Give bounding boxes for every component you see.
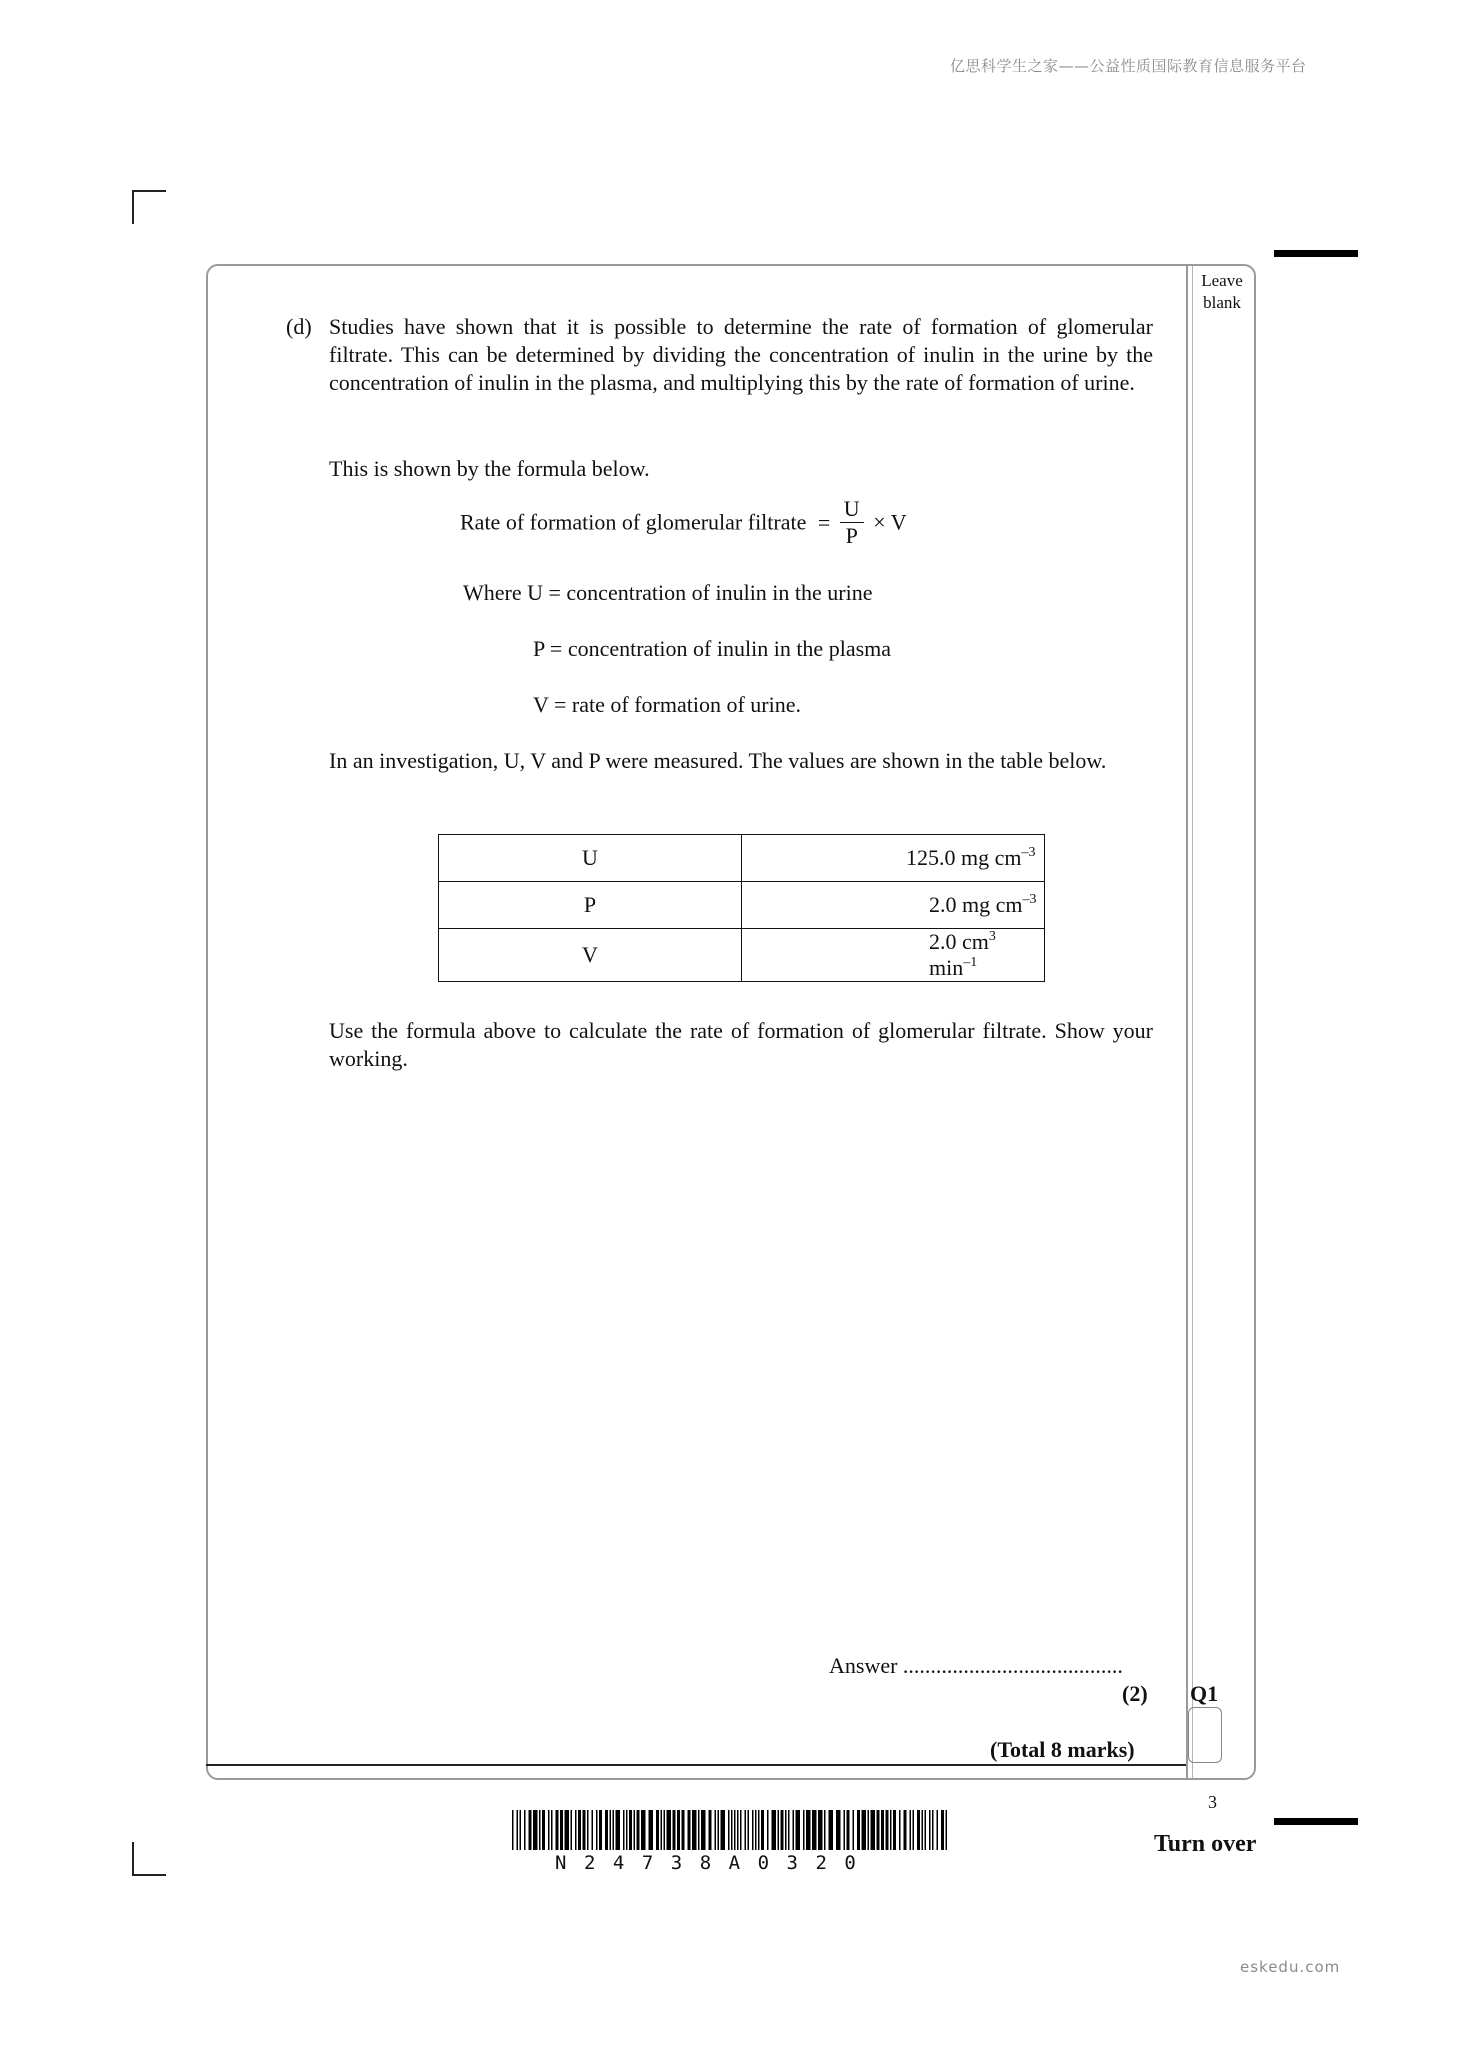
barcode-bar [761, 1810, 764, 1850]
barcode-bar [862, 1810, 867, 1850]
value-exponent: 3 [988, 929, 996, 944]
barcode-bar [529, 1810, 532, 1850]
barcode-bar [599, 1810, 602, 1850]
formula [460, 496, 907, 549]
barcode-bar [637, 1810, 640, 1850]
barcode-bar [847, 1810, 850, 1850]
investigation-text: In an investigation, U, V and P were measured. The values are shown in the table below. [329, 748, 1107, 773]
turn-over-label: Turn over [1154, 1831, 1257, 1857]
values-table [438, 834, 1045, 982]
barcode-bar [836, 1810, 841, 1850]
value-exponent-unit: –1 [963, 955, 978, 970]
barcode-bar [664, 1810, 666, 1850]
barcode-bar [904, 1810, 907, 1850]
barcode-bar [677, 1810, 680, 1850]
barcode-bar [731, 1810, 733, 1850]
barcode-bar [575, 1810, 577, 1850]
barcode-bar [524, 1810, 526, 1850]
barcode-bar [829, 1810, 834, 1850]
formula-fraction [840, 496, 864, 549]
edge-bar-top [1274, 250, 1358, 257]
barcode-bar [634, 1810, 636, 1850]
barcode-bar [701, 1810, 706, 1850]
barcode-graphic [512, 1810, 950, 1850]
barcode-bar [661, 1810, 663, 1850]
barcode-bar [512, 1810, 514, 1850]
barcode-bar [613, 1810, 615, 1850]
table-cell-value [742, 929, 1045, 982]
barcode-bar [520, 1810, 522, 1850]
barcode-bar [571, 1810, 573, 1850]
barcode-bar [853, 1810, 855, 1850]
barcode-bar [688, 1810, 691, 1850]
crop-mark-bottom-v [132, 1842, 134, 1876]
barcode-bar [946, 1810, 948, 1850]
marks-label: (2) [1122, 1681, 1148, 1706]
barcode-bar [715, 1810, 717, 1850]
barcode-bar [877, 1810, 880, 1850]
barcode-bar [542, 1810, 545, 1850]
barcode-bar [539, 1810, 541, 1850]
barcode-bar [767, 1810, 769, 1850]
table-cell-symbol: U [439, 835, 742, 882]
barcode-bar [667, 1810, 672, 1850]
answer-line[interactable]: Answer ........................................ [829, 1653, 1123, 1678]
table-cell-value [742, 882, 1045, 929]
crop-mark-top-v [132, 190, 134, 224]
table-cell-symbol: V [439, 929, 742, 982]
barcode-bar [778, 1810, 780, 1850]
barcode-bar [788, 1810, 790, 1850]
barcode-bar [616, 1810, 621, 1850]
value-text-unit: min [929, 955, 964, 980]
blank-word: blank [1203, 293, 1241, 312]
barcode-bar [517, 1810, 519, 1850]
barcode-bar [583, 1810, 586, 1850]
table-cell-symbol: P [439, 882, 742, 929]
page-number: 3 [1208, 1792, 1217, 1812]
barcode-bar [806, 1810, 811, 1850]
barcode-bar [871, 1810, 876, 1850]
barcode-bar [692, 1810, 697, 1850]
formula-intro: This is shown by the formula below. [329, 456, 650, 481]
barcode-bar [533, 1810, 538, 1850]
value-text: 125.0 mg cm [906, 845, 1022, 870]
table-row [439, 929, 1045, 982]
barcode-bar [917, 1810, 920, 1850]
barcode-bar [893, 1810, 896, 1850]
barcode-bar [596, 1810, 598, 1850]
barcode-bar [899, 1810, 901, 1850]
barcode-bar [698, 1810, 700, 1850]
barcode-bar [755, 1810, 757, 1850]
leave-word: Leave [1201, 271, 1243, 290]
value-text: 2.0 cm [929, 929, 989, 954]
barcode-bar [709, 1810, 712, 1850]
barcode-bar [728, 1810, 730, 1850]
barcode-bar [556, 1810, 559, 1850]
barcode-bar [626, 1810, 628, 1850]
formula-times: × V [873, 509, 907, 535]
barcode-bar [937, 1810, 939, 1850]
barcode-bar [922, 1810, 924, 1850]
barcode-bar [818, 1810, 823, 1850]
table-cell-value [742, 835, 1045, 882]
barcode-bar [587, 1810, 589, 1850]
barcode-bar [929, 1810, 931, 1850]
barcode-bar [610, 1810, 612, 1850]
barcode-bar [548, 1810, 550, 1850]
question-label: (d) [286, 314, 312, 339]
formula-numerator: U [840, 496, 864, 523]
barcode-bar [758, 1810, 760, 1850]
barcode-bar [656, 1810, 659, 1850]
barcode-bar [740, 1810, 742, 1850]
barcode-bar [941, 1810, 944, 1850]
formula-equals: = [817, 509, 831, 535]
barcode-bar [565, 1810, 570, 1850]
crop-mark-top-h [132, 190, 166, 192]
crop-mark-bottom-h [132, 1874, 166, 1876]
definition-p: P = concentration of inulin in the plasma [533, 636, 892, 661]
barcode-bar [734, 1810, 736, 1850]
definition-u: Where U = concentration of inulin in the urine [463, 580, 873, 605]
barcode-bar [796, 1810, 801, 1850]
barcode-bar [682, 1810, 685, 1850]
barcode-bar [551, 1810, 553, 1850]
question-intro: Studies have shown that it is possible to determine the rate of formation of glomerular filtrate. This can be determined by dividing the concentration of inulin in the urine by the concentration of inulin in the plasma, and multiplying this by the rate of formation of urine. [329, 314, 1153, 395]
table-row [439, 882, 1045, 929]
barcode-bar [748, 1810, 750, 1850]
barcode-bar [745, 1810, 747, 1850]
q-box-label: Q1 [1190, 1681, 1219, 1706]
value-exponent: –3 [1021, 845, 1036, 860]
value-text: 2.0 mg cm [929, 892, 1023, 917]
barcode-bar [857, 1810, 860, 1850]
watermark-top: 亿思科学生之家——公益性质国际教育信息服务平台 [950, 57, 1307, 75]
barcode-bar [812, 1810, 817, 1850]
barcode-bar [623, 1810, 625, 1850]
barcode-bar [560, 1810, 563, 1850]
barcode-bar [890, 1810, 892, 1850]
barcode-bar [737, 1810, 739, 1850]
frame-bottom-rule [206, 1764, 1186, 1766]
barcode-bar [781, 1810, 784, 1850]
barcode-bar [578, 1810, 581, 1850]
barcode-bar [913, 1810, 915, 1850]
barcode-bar [772, 1810, 777, 1850]
barcode-bar [605, 1810, 608, 1850]
margin-column-line-inner [1192, 266, 1193, 1778]
edge-bar-bottom [1274, 1818, 1358, 1825]
barcode-bar [824, 1810, 826, 1850]
barcode-bar [752, 1810, 754, 1850]
value-exponent: –3 [1022, 892, 1037, 907]
barcode-bar [793, 1810, 795, 1850]
barcode-bar [785, 1810, 787, 1850]
total-marks: (Total 8 marks) [990, 1737, 1135, 1762]
examiner-mark-box [1188, 1707, 1222, 1763]
barcode-bar [629, 1810, 632, 1850]
barcode-bar [932, 1810, 934, 1850]
barcode-bar [649, 1810, 654, 1850]
barcode-bar [910, 1810, 912, 1850]
barcode-bar [721, 1810, 726, 1850]
barcode-bar [592, 1810, 594, 1850]
definition-v: V = rate of formation of urine. [533, 692, 801, 717]
barcode-bar [673, 1810, 676, 1850]
formula-lhs: Rate of formation of glomerular filtrate [460, 509, 807, 535]
barcode-bar [641, 1810, 646, 1850]
barcode-bar [844, 1810, 846, 1850]
formula-denominator: P [845, 523, 858, 548]
barcode-bar [886, 1810, 889, 1850]
barcode-bar [868, 1810, 870, 1850]
barcode-bar [881, 1810, 884, 1850]
table-row [439, 835, 1045, 882]
barcode-bar [803, 1810, 805, 1850]
margin-column-line [1186, 266, 1188, 1778]
leave-blank-label [1190, 270, 1254, 314]
instruction-text: Use the formula above to calculate the rate of formation of glomerular filtrate. Show your working. [329, 1018, 1153, 1071]
watermark-bottom: eskedu.com [1240, 1958, 1341, 1976]
barcode-number: N24738A0320 [555, 1852, 874, 1874]
barcode-bar [718, 1810, 720, 1850]
barcode-bar [925, 1810, 927, 1850]
